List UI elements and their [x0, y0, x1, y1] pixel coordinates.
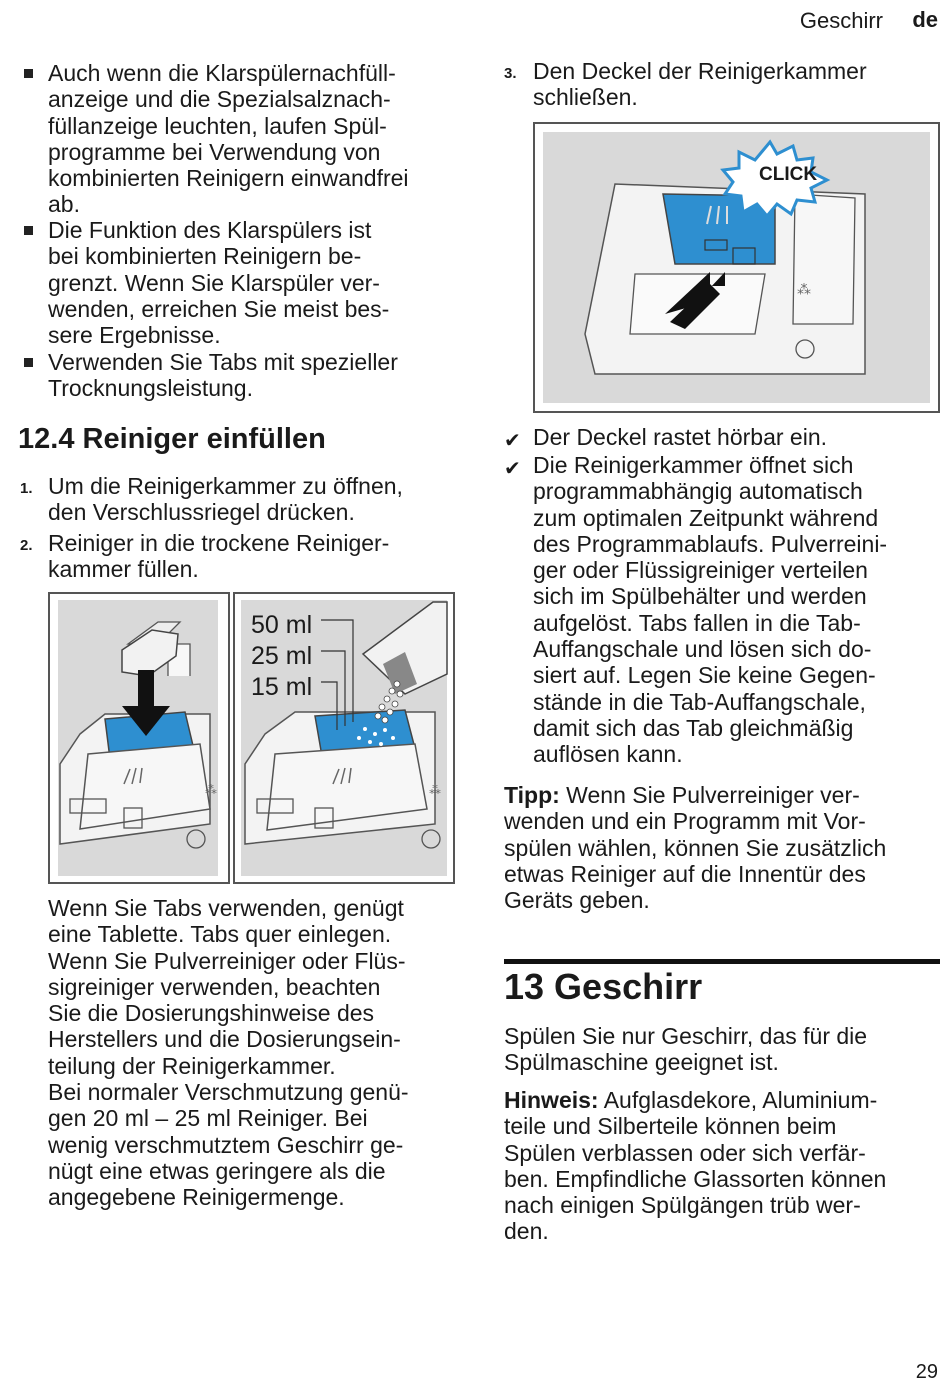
dosage-amount-paragraph: Bei normaler Verschmutzung genü- gen 20 ml – 25 ml Reiniger. Bei wenig verschmutztem Geschirr ge- nügt eine etwas geringere als die angegebene Reinigermenge. — [48, 1079, 409, 1211]
tip-text: Wenn Sie Pulverreiniger ver- wenden und ein Programm mit Vor- spülen wählen, können Sie zusätzlich etwas Reiniger auf die Innentür des Geräts geben. — [504, 782, 887, 914]
svg-text:⁂: ⁂ — [429, 783, 441, 797]
running-header-language: de — [912, 7, 938, 32]
square-bullet-icon — [24, 226, 33, 235]
step-text: Um die Reinigerkammer zu öffnen, den Verschlussriegel drücken. — [48, 473, 403, 526]
note-paragraph — [504, 1087, 886, 1245]
note-text: Aufglasdekore, Aluminium- teile und Silberteile können beim Spülen verblassen oder sich verfär- ben. Empfindliche Glassorten können nach einigen Spülgängen trüb wer- den. — [504, 1087, 887, 1245]
result-text: Der Deckel rastet hörbar ein. — [533, 424, 828, 450]
click-label: CLICK — [759, 164, 818, 185]
step-number: 3. — [504, 65, 517, 82]
note-label: Hinweis: — [504, 1087, 599, 1113]
dosage-label-25: 25 ml — [251, 642, 313, 670]
bullet-item — [18, 217, 458, 348]
square-bullet-icon — [24, 358, 33, 367]
powder-fill-illustration — [233, 592, 455, 884]
bullet-item — [18, 60, 458, 218]
chapter-rule — [504, 959, 940, 964]
page-number: 29 — [915, 1361, 938, 1383]
dosing-paragraph: Wenn Sie Tabs verwenden, genügt eine Tablette. Tabs quer einlegen. Wenn Sie Pulverreiniger oder Flüs- sigreiniger verwenden, beachten Sie die Dosierungshinweise des Herstellers und die Dosierungsein- teilung der Reinigerkammer. — [48, 895, 406, 1079]
tip-label: Tipp: — [504, 782, 560, 808]
bullet-item — [18, 349, 458, 402]
checkmark-icon: ✔ — [504, 430, 521, 452]
step-number: 1. — [20, 480, 33, 497]
bullet-text: Die Funktion des Klarspülers ist bei kombinierten Reinigern be- grenzt. Wenn Sie Klarspüler ver- wenden, erreichen Sie meist bes- sere Ergebnisse. — [48, 217, 390, 349]
bullet-text: Verwenden Sie Tabs mit spezieller Trocknungsleistung. — [48, 349, 398, 402]
tab-insert-illustration — [48, 592, 230, 884]
result-text: Die Reinigerkammer öffnet sich programmabhängig automatisch zum optimalen Zeitpunkt während des Programmablaufs. Pulverreini- ger oder Flüssigreiniger verteilen sich im Spülbehälter und werden aufgelöst. Tabs fallen in die Tab- Auffangschale und lösen sich do- siert auf. Legen Sie keine Gegen- stände in die Tab-Auffangschale, damit sich das Tab gleichmäßig auflösen kann. — [533, 452, 888, 768]
running-header-section: Geschirr — [799, 8, 883, 33]
square-bullet-icon — [24, 69, 33, 78]
lid-close-illustration — [533, 122, 940, 413]
step-text: Den Deckel der Reinigerkammer schließen. — [533, 58, 867, 111]
step-text: Reiniger in die trockene Reiniger- kammer füllen. — [48, 530, 390, 583]
svg-text:⁂: ⁂ — [797, 281, 811, 297]
bullet-text: Auch wenn die Klarspülernachfüll- anzeige und die Spezialsalznach- füllanzeige leuchten, laufen Spül- programme bei Verwendung von kombinierten Reinigern einwandfrei ab. — [48, 60, 409, 218]
dosage-label-15: 15 ml — [251, 673, 313, 701]
tip-paragraph — [504, 782, 886, 913]
checkmark-icon: ✔ — [504, 458, 521, 480]
svg-text:⁂: ⁂ — [205, 783, 217, 797]
section-heading: 12.4 Reiniger einfüllen — [18, 423, 326, 455]
step-number: 2. — [20, 537, 33, 554]
chapter-intro: Spülen Sie nur Geschirr, das für die Spülmaschine geeignet ist. — [504, 1023, 868, 1076]
chapter-heading: 13 Geschirr — [504, 966, 703, 1007]
dosage-label-50: 50 ml — [251, 611, 313, 639]
